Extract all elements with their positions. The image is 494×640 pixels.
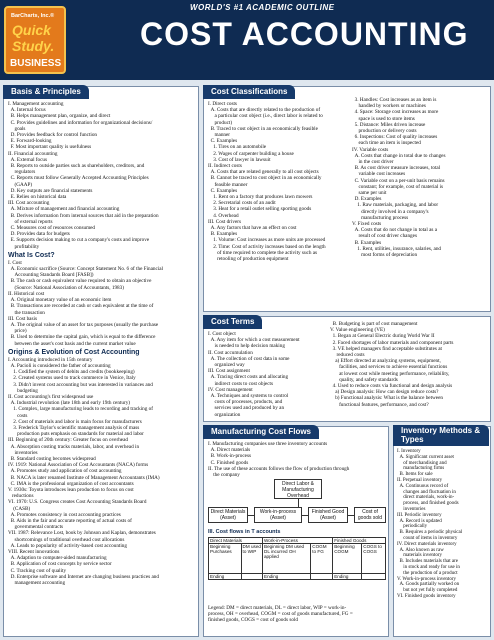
flow-box-cogs: Cost of goods sold — [354, 507, 386, 523]
t-cell: Ending — [263, 574, 311, 580]
logo-business: BUSINESS — [10, 58, 62, 69]
t-cell — [311, 574, 333, 580]
flow-box-labor-overhead: Direct Labor & Manufacturing Overhead — [274, 479, 322, 499]
t-cell: Beginning Purchases — [209, 544, 242, 574]
basis-principles-panel — [3, 86, 199, 637]
tagline: WORLD'S #1 ACADEMIC OUTLINE — [190, 3, 335, 12]
t-header-fg: Finished Goods — [333, 538, 386, 544]
t-cell: Beginning DM used DL incurred OH applied — [263, 544, 311, 574]
terms-right-text: B. Budgeting is part of cost management V. Value engineering (VE) 1. Began at General Electric during World War II 2. Faced shortages of labor materials and component parts 3. VE helped managers find acceptable substitutes at reduced costs a) Effort directed at analyzing systems, equipment, facilities, and services to achieve essential functions at lowest cost while meeting performance, reliability, quality, and safety standards 4. Used to reduce costs via functional and design analysis a) Design analysis: How can design reduce costs? b) Functional analysis: What is the balance between functional features, performance, and cost? — [330, 321, 454, 408]
page-title: COST ACCOUNTING — [140, 16, 469, 52]
inventory-title: Inventory Methods & Types — [393, 425, 489, 446]
terms-left-text: I. Cost object A. Any item for which a cost measurement is needed to help decision making II. Cost accumulation A. The collection of cost data in some organized way III. Cost assignment A. Tracing direct costs and allocating indirect costs to cost objects IV. Cost management A. Techniques and systems to control costs of processes, products, and services used and produced by an organization — [208, 331, 300, 418]
t-accounts-heading: III. Cost flows in T accounts — [208, 529, 281, 535]
flow-box-finished-good: Finished Good (Asset) — [308, 507, 348, 523]
t-cell: Ending — [209, 574, 242, 580]
quickstudy-logo — [4, 6, 66, 74]
t-cell: Beginning COGM — [333, 544, 362, 574]
t-cell: Ending — [333, 574, 362, 580]
t-header-wip: Work-in-Process — [263, 538, 333, 544]
cost-terms-panel — [203, 316, 491, 422]
flows-legend: Legend: DM = direct materials, DL = direct labor, WIP = work-in- process, OH = overhead, COGM = cost of goods manufactured, FG = finished goods, COGS = cost of goods sold — [208, 605, 353, 624]
logo-quick: Quick — [12, 22, 51, 38]
basis-outline: I. Management accounting A. Internal focus B. Helps management plan, organize, and direct C. Provides guidelines and information for organizational decisions/ goals D. Provides feedback for control function E. Forward-looking F. Most important quality is usefulness II. Financial accounting A. External focus B. Reports to outside parties such as shareholders, creditors, and regulators C. Reports must follow Generally Accepted Accounting Principles (GAAP) D. Key outputs are financial statements E. Relies on historical data III. Cost accounting A. Mixture of management and financial accounting B. Derives information from internal sources that aid in the preparation of external reports C. Measures cost of resources consumed D. Provides data for budgets E. Supports decision making to cut a company's costs and improve profitability — [8, 101, 159, 250]
inventory-text: I. Inventory A. Significant current asset of merchandising and manufacturing firms B. Items for sale II. Perpetual inventory A. Continuous record of changes and fluctuation in direct materials, work-in- process, and finished goods inventories III. Periodic inventory A. Record is updated periodically B. Requires a periodic physical count of items in inventory IV. Direct materials inventory A. Also known as raw materials inventory B. Includes materials that are in stock and ready for use in the production of a product V. Work-in-process inventory A. Goods partially worked on but not yet fully completed VI. Finished goods inventory — [397, 449, 463, 599]
flow-box-wip: Work-in-process (Asset) — [254, 507, 302, 523]
flow-box-direct-materials: Direct Materials (Asset) — [208, 507, 248, 523]
manufacturing-flows-title: Manufacturing Cost Flows — [203, 425, 319, 439]
what-is-cost-outline: I. Cost A. Economic sacrifice (Source: Concept Statement No. 6 of the Financial Accounting Standards Board [FASB]) B. The cash or cash equivalent value required to obtain an objective (Source: National Association of Accountants, 1983) II. Historical cost A. Original monetary value of an economic item B. Transactions are recorded at cash or cash equivalent at the time of the transaction III. Cost basis A. The original value of an asset for tax purposes (usually the purchase price) B. Used to determine the capital gain, which is equal to the difference between the asset's cost basis and the current market value — [8, 259, 164, 347]
basis-principles-title: Basis & Principles — [3, 85, 89, 99]
origins-heading: Origins & Evolution of Cost Accounting — [8, 348, 140, 356]
t-cell: COGS to COGS — [362, 544, 386, 574]
inventory-panel — [393, 426, 491, 637]
t-cell — [362, 574, 386, 580]
flows-intro-text: I. Manufacturing companies use three inventory accounts A. Direct materials B. Work-in-process C. Finished goods II. The use of these accounts follows the flow of production through the company — [208, 441, 350, 479]
origins-outline: I. Accounting introduced in 15th century A. Pacioli is considered the father of accounting 1. Codified the system of debits and credits (bookkeeping) 2. Created systems used to track commerce in Venice, Italy 3. Didn't invent cost accounting but was interested in variances and budgeting II. Cost accounting's first widespread use A. Industrial revolution (late 18th and early 19th century) 1. Complex, large manufacturing leads to recording and tracking of costs 2. Cost of materials and labor is main focus for manufacturers 3. Frederick Taylor's scientific management analysis of mass production puts emphasis on standards for material and labor III. Beginning of 20th century: Greater focus on overhead A. Absorption costing tracks materials, labor, and overhead in inventories B. Standard costing becomes widespread IV. 1919: National Association of Cost Accountants (NACA) forms A. Promotes study and application of cost accounting B. NACA is later renamed Institute of Management Accountants (IMA) C. IMA is the professional organization of cost accountants V. 1930s: Toyota introduces lean production to focus on cost reductions VI. 1970: U.S. Congress creates Cost Accounting Standards Board (CASB) A. Promotes consistency in cost accounting practices B. Aids in the fair and accurate reporting of actual costs of governmental contracts VII. 1987: Relevance Lost, book by Johnson and Kaplan, demonstrates shortcomings of traditional overhead cost allocations A. Leads to popularity of activity-based cost accounting VIII. Recent innovations A. Adaption to computer-aided manufacturing B. Application of cost concepts by service sector C. Tracking cost of quality D. Enterprise software and Internet are changing business practices and management accounting — [8, 356, 160, 587]
cost-terms-title: Cost Terms — [203, 315, 262, 329]
t-cell — [241, 574, 262, 580]
logo-publisher: BarCharts, Inc.® — [11, 13, 55, 19]
t-cell: COGM to FG — [311, 544, 333, 574]
cost-classifications-title: Cost Classifications — [203, 85, 295, 99]
logo-study: Study. — [12, 38, 55, 54]
t-header-dm: Direct Materials — [209, 538, 263, 544]
classifications-left-text: I. Direct costs A. Costs that are directly related to the production of a particular cost object (i.e., direct labor is related to product) B. Traced to cost object in an economically feasible manner C. Examples 1. Tires on an automobile 2. Wages of carpenter building a house 3. Cost of lawyer in lawsuit II. Indirect costs A. Costs that are related generally to all cost objects B. Cannot be traced to cost object in an economically feasible manner C. Examples 1. Rent on a factory that produces lawn mowers 2. Secretarial costs of an audit 3. Heat for a retail outlet selling sporting goods 4. Overhead III. Cost drivers A. Any factors that have an effect on cost B. Examples 1. Volume: Cost increases as more units are processed 2. Time: Cost of activity increases based on the length of time required to complete the activity such as retooling of production equipment — [208, 101, 326, 263]
t-cell: DM used to WIP — [241, 544, 262, 574]
flow-arrow-down — [298, 499, 299, 507]
cost-classifications-panel — [203, 86, 491, 312]
what-is-cost-heading: What Is Cost? — [8, 251, 55, 259]
t-accounts-table — [208, 537, 386, 580]
header-banner — [0, 0, 494, 80]
classifications-right-text: 3. Handles: Cost increases as an item is handled by workers or machines 4. Space: Storage cost increases as more space is used to store items 5. Distance: Miles driven increase production or delivery costs 6. Inspections: Cost of quality increases each time an item is inspected IV. Variable costs A. Costs that change in total due to changes in the cost driver B. As cost driver measure increases, total variable cost increases C. Variable cost on a per-unit basis remains constant; for example, cost of material is same per unit D. Examples 1. Raw materials, packaging, and labor directly involved in a company's manufacturing process V. Fixed costs A. Costs that do not change in total as a result of cost driver changes B. Examples 1. Rent, utilities, insurance, salaries, and most forms of depreciation — [352, 97, 446, 259]
manufacturing-flows-panel — [203, 426, 389, 637]
